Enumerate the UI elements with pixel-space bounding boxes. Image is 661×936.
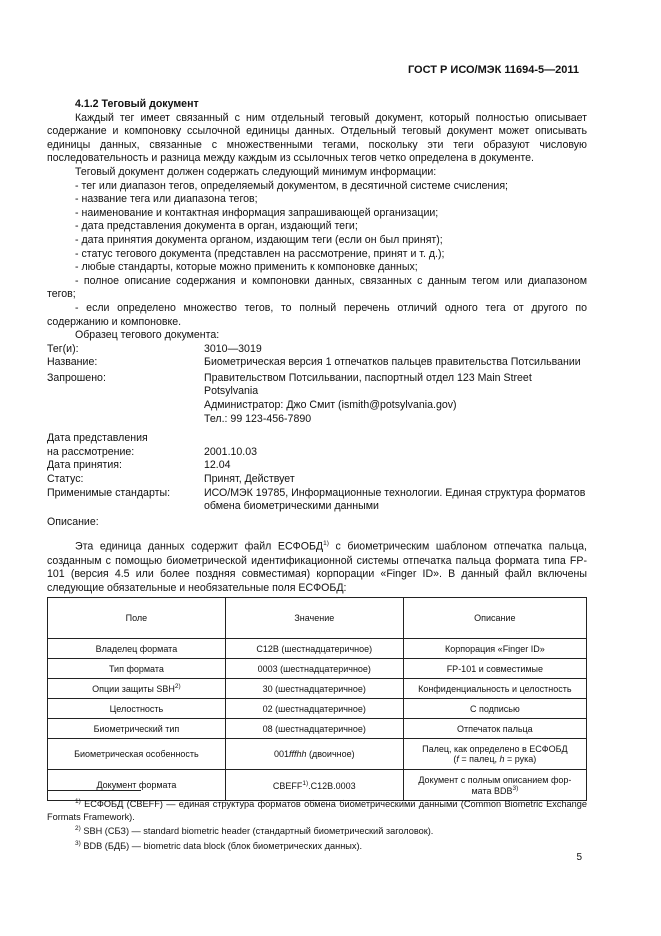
paragraph-intro: Каждый тег имеет связанный с ним отдельный теговый документ, который полностью описывает содержание и компоновку ссылочной единицы данных. Отдельный теговый документ может описывать единицы данных, связанные с множественными тегами, поскольку эти теги образуют числовую последовательность и разница между каждым из ссылочных тегов четко определена в документе. bbox=[47, 111, 587, 165]
cell-value bbox=[225, 739, 403, 770]
footnote-mark: 3) bbox=[75, 839, 81, 847]
cell-description: Корпорация «Finger ID» bbox=[403, 639, 586, 659]
table-header-row bbox=[48, 598, 587, 639]
submit-date-block bbox=[204, 432, 587, 459]
desc-part: = рука) bbox=[504, 754, 537, 764]
footnote-ref: 1) bbox=[302, 779, 309, 787]
tag-value: 3010—3019 bbox=[204, 342, 262, 355]
footnote-mark: 2) bbox=[75, 825, 81, 833]
cell-description: FP-101 и совместимые bbox=[403, 659, 586, 679]
desc-part: = палец, bbox=[458, 754, 500, 764]
cell-description: Отпечаток пальца bbox=[403, 719, 586, 739]
description-label: Описание: bbox=[47, 515, 99, 528]
description-text-a: Эта единица данных содержит файл ЕСФОБД bbox=[75, 540, 324, 553]
cell-value-a: CBEFF bbox=[272, 780, 303, 791]
list-item: - название тега или диапазона тегов; bbox=[75, 193, 258, 206]
submit-date-label-1: Дата представления bbox=[47, 432, 148, 445]
name-label: Название: bbox=[47, 356, 98, 369]
cell-field bbox=[48, 679, 226, 699]
sample-request-row bbox=[47, 372, 587, 426]
footnote-divider bbox=[47, 790, 141, 791]
footnote-text: ЕСФОБД (CBEFF) — единая структура форматов обмена биометрическими данными (Common Biometric Exchange Formats Framework). bbox=[47, 799, 587, 822]
standards-value: ИСО/МЭК 19785, Информационные технологии. Единая структура форматов обмена биометрическими данными bbox=[204, 486, 586, 513]
page-number: 5 bbox=[576, 852, 582, 863]
cell-value: 02 (шестнадцатеричное) bbox=[225, 699, 403, 719]
cell-value-a: 001 bbox=[273, 749, 289, 759]
footnote-text: BDB (БДБ) — biometric data block (блок биометрических данных). bbox=[80, 840, 363, 851]
footnote bbox=[47, 823, 587, 838]
cell-field: Биометрическая особенность bbox=[48, 739, 226, 770]
footnote-ref: 2) bbox=[174, 683, 181, 690]
cell-value-b: (двоичное) bbox=[306, 749, 355, 759]
sample-name-row bbox=[47, 356, 587, 370]
footnotes bbox=[47, 796, 587, 852]
request-block bbox=[204, 372, 587, 426]
table-row bbox=[48, 719, 587, 739]
desc-part-italic: h bbox=[499, 754, 505, 764]
administrator: Администратор: Джо Смит (ismith@potsylvania.gov) bbox=[204, 399, 457, 412]
sample-standards-row bbox=[47, 487, 587, 514]
table-row bbox=[48, 679, 587, 699]
submit-date-label bbox=[47, 432, 204, 459]
request-value: Правительством Потсильвании, паспортный отдел 123 Main Street Potsylvania bbox=[204, 371, 532, 398]
cell-description: Конфиденциальность и целостность bbox=[403, 679, 586, 699]
table-row bbox=[48, 739, 587, 770]
desc-part: мата BDB bbox=[471, 785, 513, 796]
cell-value: C12B (шестнадцатеричное) bbox=[225, 639, 403, 659]
status-value: Принят, Действует bbox=[204, 473, 295, 486]
footnote bbox=[47, 838, 587, 853]
cell-value: 0003 (шестнадцатеричное) bbox=[225, 659, 403, 679]
table-row bbox=[48, 699, 587, 719]
list-item: - дата представления документа в орган, издающий теги; bbox=[75, 220, 358, 233]
tag-label: Тег(и): bbox=[47, 342, 79, 355]
paragraph-minimum: Теговый документ должен содержать следующий минимум информации: bbox=[75, 165, 437, 178]
list-item: - тег или диапазон тегов, определяемый документом, в десятичной системе счисления; bbox=[75, 179, 508, 192]
cell-value-italic: fffhh bbox=[288, 749, 307, 759]
cell-description-line1: Документ с полным описанием фор- bbox=[418, 774, 572, 785]
sample-tags-row bbox=[47, 343, 587, 357]
list-item: - любые стандарты, которые можно применить к компоновке данных; bbox=[75, 261, 418, 274]
accept-date-label: Дата принятия: bbox=[47, 459, 122, 472]
list-item: - полное описание содержания и компоновки данных, связанных с данным тегом или диапазоном тегов; bbox=[47, 274, 587, 301]
cell-value-b: .C12B.0003 bbox=[308, 780, 356, 791]
footnote-mark: 1) bbox=[75, 798, 81, 805]
cell-field: Биометрический тип bbox=[48, 719, 226, 739]
sample-label: Образец тегового документа: bbox=[75, 329, 220, 342]
submit-date-value: 2001.10.03 bbox=[204, 445, 258, 458]
footnote bbox=[47, 796, 587, 823]
sample-submit-date-row bbox=[47, 432, 587, 459]
document-body bbox=[47, 98, 587, 595]
list-item: - наименование и контактная информация запрашивающей организации; bbox=[75, 206, 439, 219]
status-label: Статус: bbox=[47, 473, 84, 486]
column-header-description: Описание bbox=[403, 598, 586, 639]
cell-description-line2 bbox=[407, 754, 583, 764]
desc-part: ( bbox=[453, 754, 457, 764]
standards-label: Применимые стандарты: bbox=[47, 486, 171, 499]
cell-value: 30 (шестнадцатеричное) bbox=[225, 679, 403, 699]
description-paragraph bbox=[47, 537, 587, 595]
fields-table bbox=[47, 597, 587, 801]
list-item: - если определено множество тегов, то полный перечень отличий одного тега от другого по содержанию и компоновке. bbox=[47, 301, 587, 328]
request-label: Запрошено: bbox=[47, 371, 106, 384]
cell-field: Целостность bbox=[48, 699, 226, 719]
accept-date-value: 12.04 bbox=[204, 459, 231, 472]
description-text-b: с биометрическим шаблоном отпечатка пальца, созданным с помощью биометрической идентификационной системы отпечатка пальца формата типа FP-101 (версия 4.5 или более поздняя совместимая) корпорации «Finger ID». В данный файл включены следующие обязательные и необязательные поля ЕСФОБД: bbox=[47, 540, 587, 594]
standard-header: ГОСТ Р ИСО/МЭК 11694-5—2011 bbox=[407, 64, 579, 76]
submit-date-label-2: на рассмотрение: bbox=[47, 445, 135, 458]
cell-description-line2 bbox=[407, 785, 583, 796]
list-item: - статус тегового документа (представлен на рассмотрение, принят и т. д.); bbox=[75, 247, 445, 260]
cell-field: Документ формата bbox=[48, 770, 226, 801]
cell-field-text: Опции защиты SBH bbox=[92, 684, 175, 694]
section-title: 4.1.2 Теговый документ bbox=[75, 98, 199, 110]
cell-field: Владелец формата bbox=[48, 639, 226, 659]
cell-description: С подписью bbox=[403, 699, 586, 719]
telephone: Тел.: 99 123-456-7890 bbox=[204, 412, 312, 425]
sample-status-row bbox=[47, 473, 587, 487]
desc-part-italic: f bbox=[456, 754, 459, 764]
column-header-field: Поле bbox=[48, 598, 226, 639]
cell-field: Тип формата bbox=[48, 659, 226, 679]
name-value: Биометрическая версия 1 отпечатков пальцев правительства Потсильвании bbox=[204, 356, 581, 369]
sample-accept-date-row bbox=[47, 459, 587, 473]
footnote-ref: 3) bbox=[512, 784, 519, 792]
list-item: - дата принятия документа органом, издающим теги (если он был принят); bbox=[75, 233, 443, 246]
column-header-value: Значение bbox=[225, 598, 403, 639]
table-row bbox=[48, 639, 587, 659]
table-row bbox=[48, 659, 587, 679]
cell-description-line1: Палец, как определено в ЕСФОБД bbox=[422, 744, 568, 754]
cell-value: 08 (шестнадцатеричное) bbox=[225, 719, 403, 739]
footnote-text: SBH (СБЗ) — standard biometric header (стандартный биометрический заголовок). bbox=[80, 826, 434, 837]
footnote-ref: 1) bbox=[323, 540, 329, 548]
cell-description bbox=[403, 739, 586, 770]
